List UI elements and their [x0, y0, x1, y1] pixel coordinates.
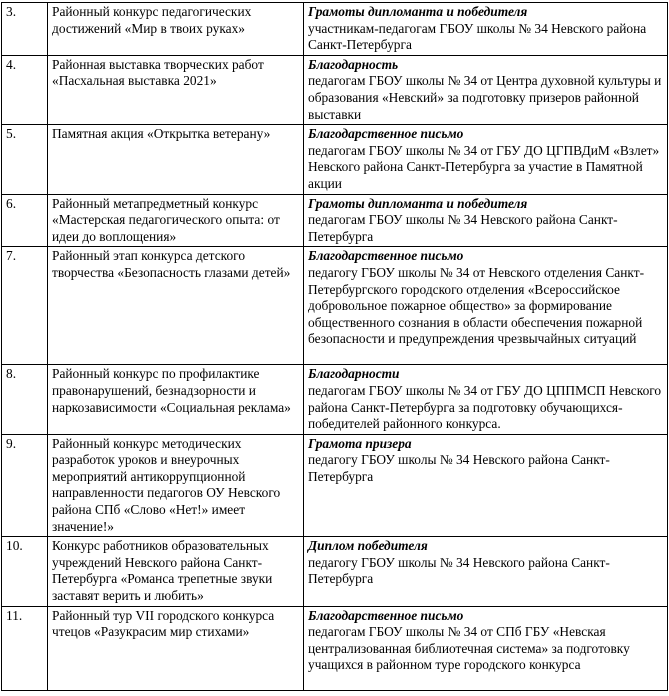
event-name: Районный конкурс по профилактике правонарушений, безнадзорности и наркозависимости «Социальная реклама» — [48, 365, 304, 434]
event-name: Районная выставка творческих работ «Пасхальная выставка 2021» — [48, 55, 304, 124]
award-title: Грамоты дипломанта и победителя — [308, 195, 528, 211]
table-row — [2, 434, 668, 537]
row-number: 4. — [2, 55, 48, 124]
award-title: Благодарственное письмо — [308, 248, 464, 264]
award-description: педагогу ГБОУ школы № 34 от Невского отделения Санкт-Петербургского городского отделения «Всероссийское добровольное пожарное общество» за формирование общественного сознания в области обеспечения пожарной безопасности и предупреждения чрезвычайных ситуаций — [308, 264, 645, 347]
row-number: 8. — [2, 365, 48, 434]
event-name: Районный метапредметный конкурс «Мастерская педагогического опыта: от идеи до воплощения» — [48, 194, 304, 247]
award-cell — [304, 194, 668, 247]
award-cell — [304, 125, 668, 194]
award-description: педагогам ГБОУ школы № 34 Невского района Санкт-Петербурга — [308, 212, 618, 244]
row-number: 6. — [2, 194, 48, 247]
award-title: Грамоты дипломанта и победителя — [308, 4, 528, 19]
award-title: Диплом победителя — [308, 538, 428, 554]
event-name: Районный конкурс педагогических достижений «Мир в твоих руках» — [48, 3, 304, 56]
awards-table — [1, 2, 668, 691]
award-cell — [304, 434, 668, 537]
award-description: педагогам ГБОУ школы № 34 от Центра духовной культуры и образования «Невский» за подготовку призеров районной выставки — [308, 73, 662, 122]
row-number: 11. — [2, 606, 48, 690]
award-title: Грамота призера — [308, 435, 412, 451]
award-description: педагогам ГБОУ школы № 34 от ГБУ ДО ЦППМСП Невского района Санкт-Петербурга за подготовку обучающихся-победителей районного конкурса. — [308, 382, 662, 432]
award-description: педагогу ГБОУ школы № 34 Невского района Санкт-Петербурга — [308, 554, 610, 587]
table-row — [2, 125, 668, 194]
table-row — [2, 3, 668, 56]
award-cell — [304, 55, 668, 124]
award-description: педагогу ГБОУ школы № 34 Невского района Санкт-Петербурга — [308, 452, 610, 484]
table-row — [2, 194, 668, 247]
award-description: участникам-педагогам ГБОУ школы № 34 Невского района Санкт-Петербурга — [308, 20, 647, 53]
table-row — [2, 606, 668, 690]
row-number: 7. — [2, 247, 48, 365]
table-row — [2, 247, 668, 365]
row-number: 10. — [2, 537, 48, 606]
award-cell — [304, 3, 668, 56]
award-cell — [304, 365, 668, 434]
event-name: Районный конкурс методических разработок уроков и внеурочных мероприятий антикоррупционной направленности педагогов ОУ Невского района СПб «Слово «Нет!» имеет значение!» — [48, 434, 304, 537]
row-number: 9. — [2, 434, 48, 537]
event-name: Районный этап конкурса детского творчества «Безопасность глазами детей» — [48, 247, 304, 365]
table-row — [2, 365, 668, 434]
event-name: Конкурс работников образовательных учреждений Невского района Санкт-Петербурга «Романса трепетные звуки заставят верить и любить» — [48, 537, 304, 606]
award-cell — [304, 537, 668, 606]
award-cell — [304, 606, 668, 690]
award-description: педагогам ГБОУ школы № 34 от СПб ГБУ «Невская централизованная библиотечная система» за подготовку учащихся в районном туре городского конкурса — [308, 624, 630, 673]
table-row — [2, 537, 668, 606]
event-name: Памятная акция «Открытка ветерану» — [48, 125, 304, 194]
award-cell — [304, 247, 668, 365]
award-title: Благодарности — [308, 366, 400, 382]
row-number: 5. — [2, 125, 48, 194]
event-name: Районный тур VII городского конкурса чтецов «Разукрасим мир стихами» — [48, 606, 304, 690]
awards-table-body — [2, 3, 668, 691]
award-title: Благодарность — [308, 56, 399, 72]
award-description: педагогам ГБОУ школы № 34 от ГБУ ДО ЦГПВДиМ «Взлет» Невского района Санкт-Петербурга за участие в Памятной акции — [308, 142, 660, 191]
award-title: Благодарственное письмо — [308, 126, 464, 142]
row-number: 3. — [2, 3, 48, 56]
award-title: Благодарственное письмо — [308, 607, 464, 623]
table-row — [2, 55, 668, 124]
